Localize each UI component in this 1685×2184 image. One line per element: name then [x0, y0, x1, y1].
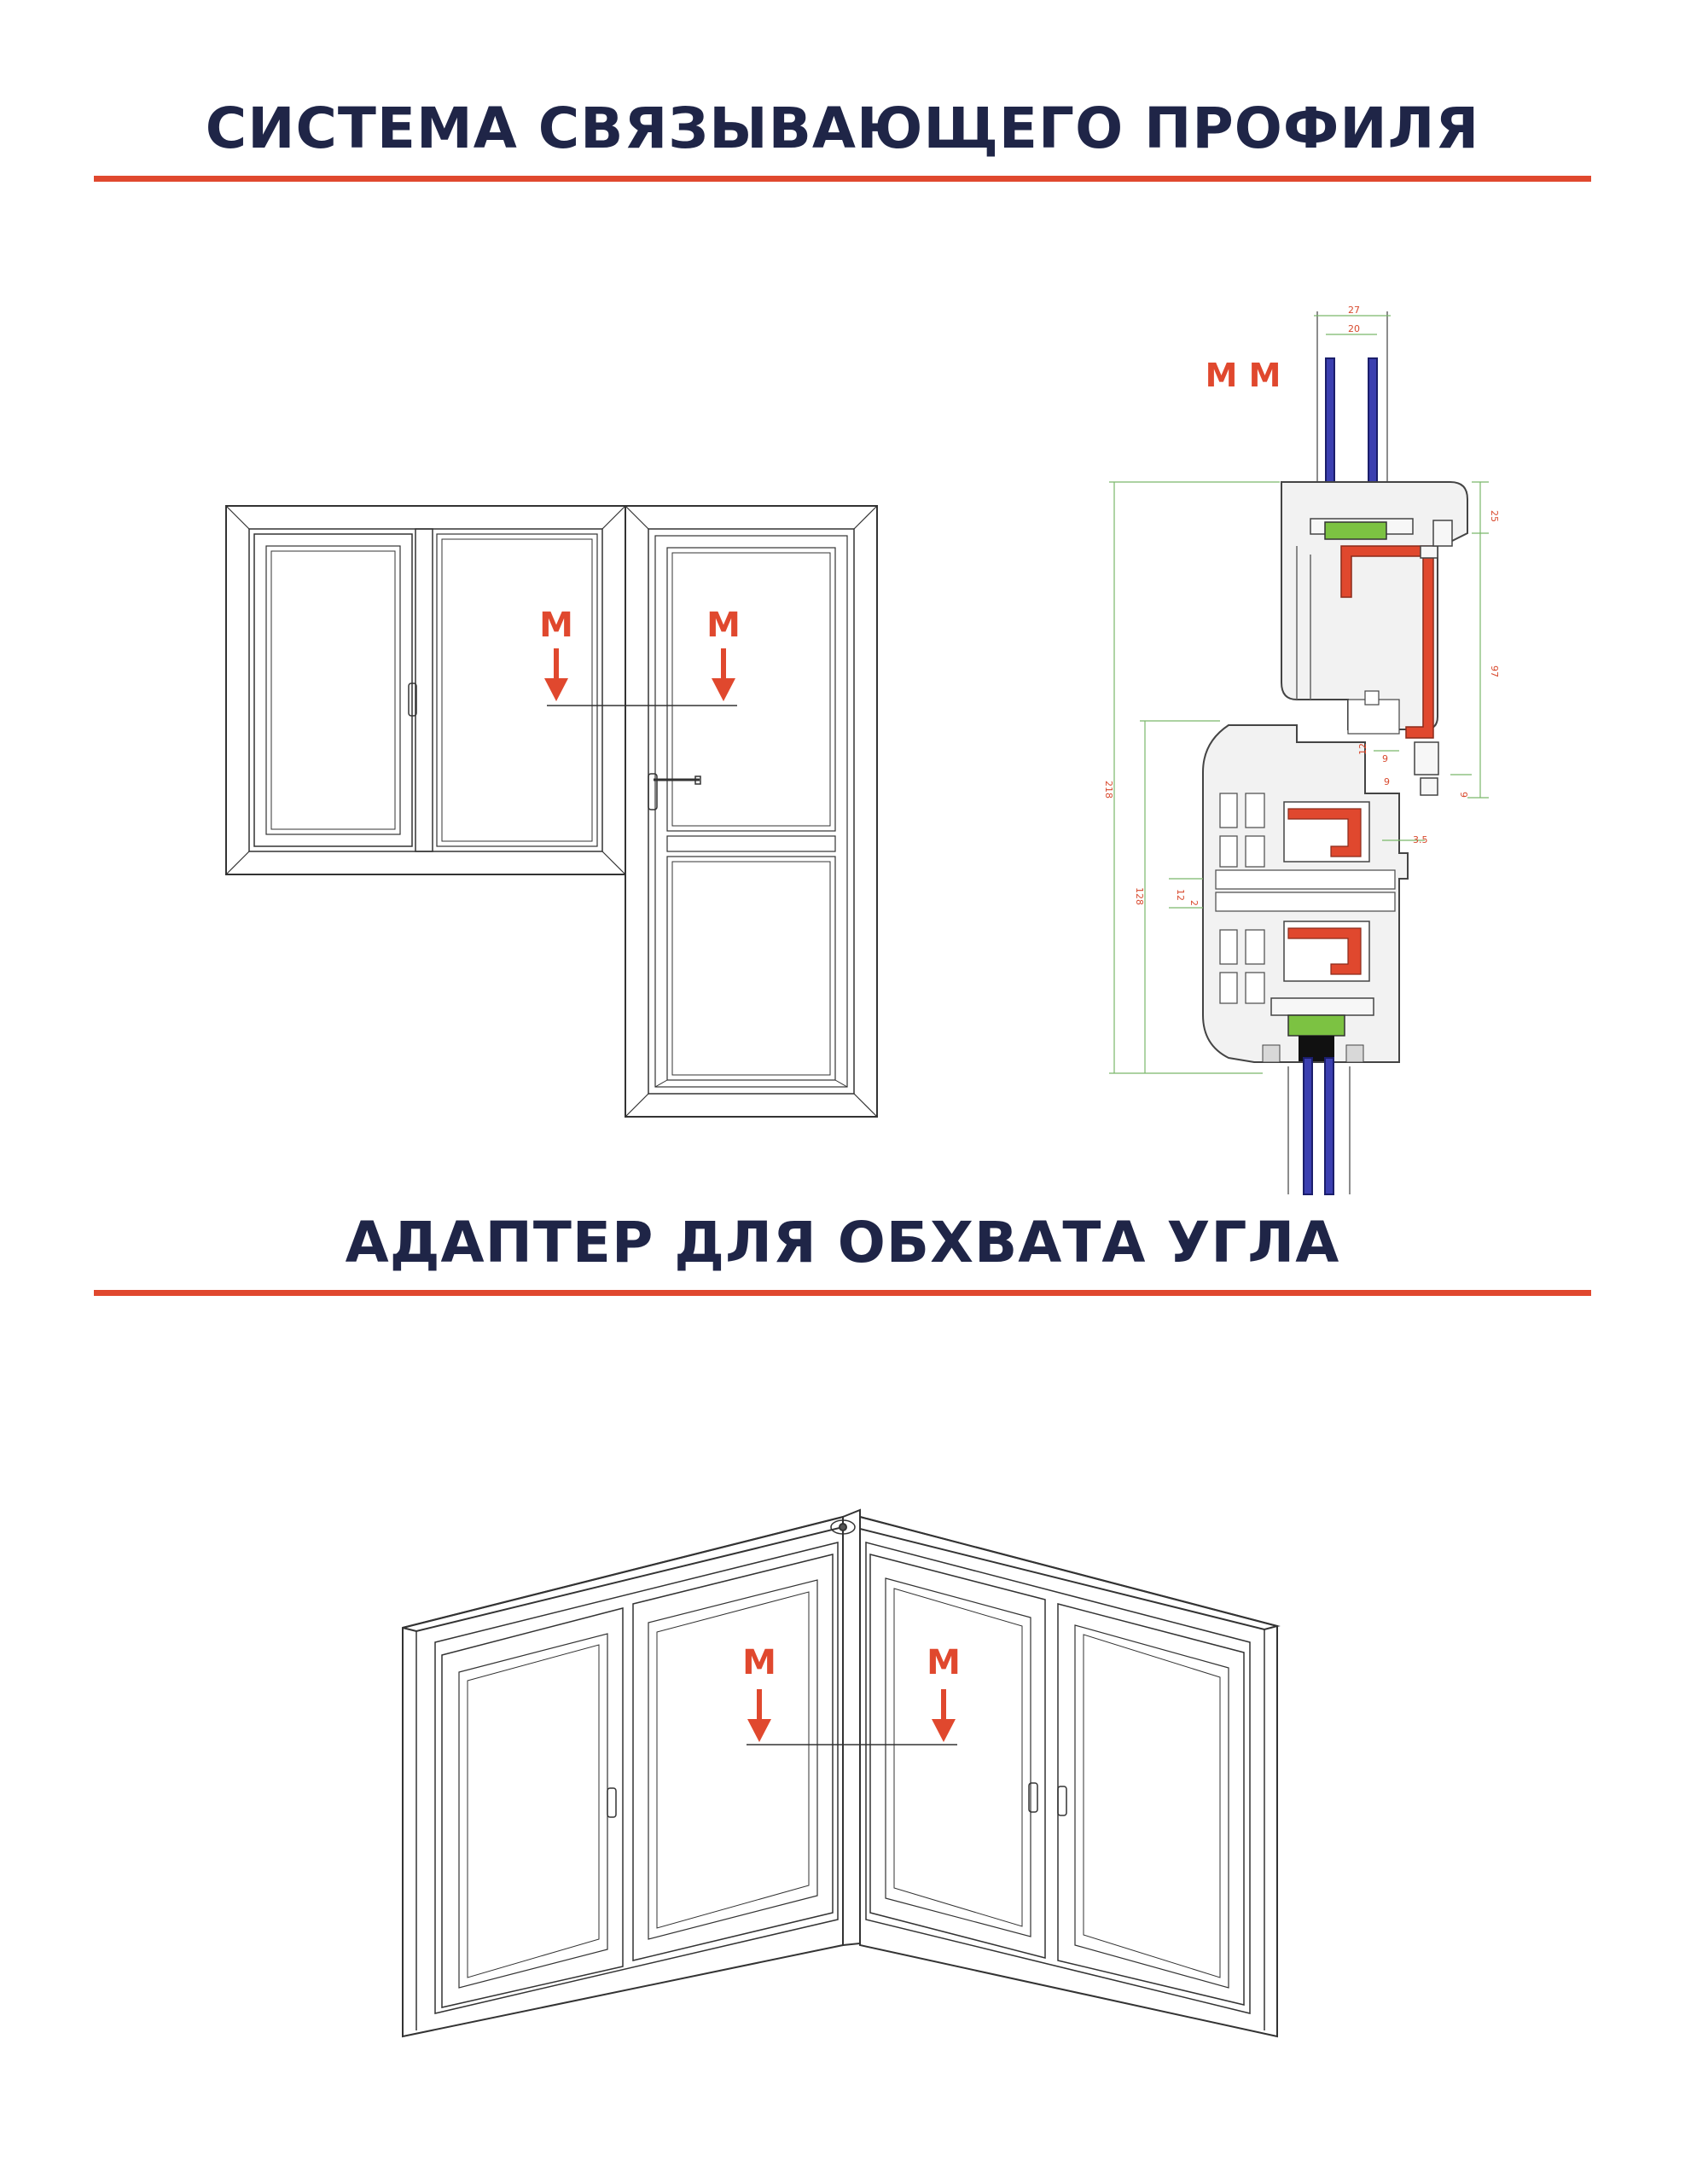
dim-27: 27 — [1348, 305, 1360, 316]
corner-arrows — [747, 1689, 956, 1742]
dim-2: 2 — [1188, 900, 1200, 906]
balcony-block-drawing — [226, 506, 877, 1117]
marker-m-right: М — [706, 606, 741, 645]
marker-mm: М М — [1205, 357, 1281, 394]
dim-25: 25 — [1489, 510, 1500, 522]
dim-218: 218 — [1103, 781, 1114, 799]
section-title-corner-adapter: АДАПТЕР ДЛЯ ОБХВАТА УГЛА — [345, 1210, 1340, 1275]
balcony-arrows — [544, 648, 735, 701]
dim-3-5: 3.5 — [1413, 834, 1428, 845]
dim-97: 97 — [1489, 665, 1500, 677]
marker-m-corner-left: М — [742, 1643, 776, 1682]
profile-cross-section — [1109, 311, 1489, 1194]
marker-m-left: М — [539, 606, 573, 645]
dim-12b: 12 — [1175, 889, 1186, 901]
dim-20: 20 — [1348, 323, 1360, 334]
dim-9b: 9 — [1384, 776, 1390, 787]
dim-9a: 9 — [1382, 753, 1388, 764]
dim-9c: 9 — [1458, 792, 1469, 798]
dim-128: 128 — [1134, 887, 1145, 905]
dim-12: 12 — [1357, 743, 1368, 755]
corner-window-drawing — [403, 1510, 1277, 2036]
marker-m-corner-right: М — [927, 1643, 961, 1682]
section-title-profile: СИСТЕМА СВЯЗЫВАЮЩЕГО ПРОФИЛЯ — [205, 96, 1480, 161]
